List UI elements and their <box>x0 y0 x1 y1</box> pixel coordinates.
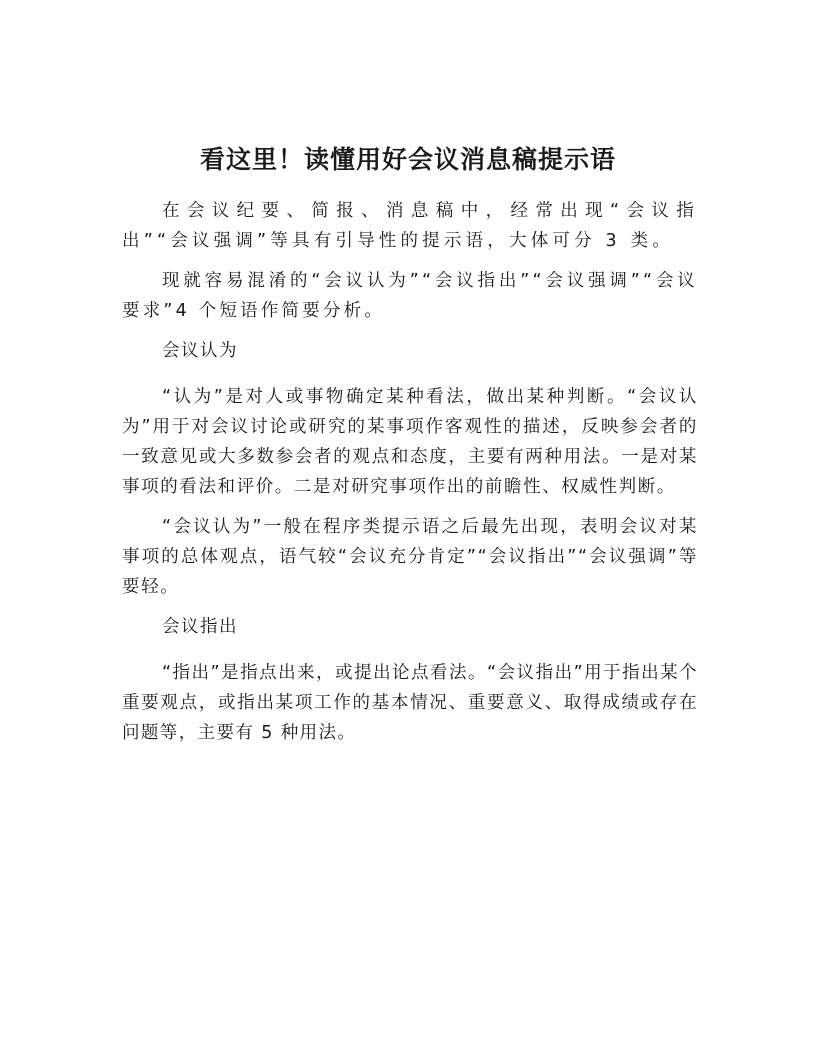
section-heading-huiyi-renwei: 会议认为 <box>162 341 238 361</box>
renwei-usage-paragraph: “会议认为”一般在程序类提示语之后最先出现，表明会议对某事项的总体观点，语气较“会议充分肯定”“会议指出”“会议强调”等要轻。 <box>122 517 698 597</box>
section-heading-huiyi-zhichu: 会议指出 <box>162 617 238 637</box>
document-body <box>122 196 698 758</box>
document-title: 看这里！读懂用好会议消息稿提示语 <box>199 145 616 174</box>
intro-paragraph: 在会议纪要、简报、消息稿中，经常出现“会议指出”“会议强调”等具有引导性的提示语，大体可分 3 类。 <box>122 201 698 251</box>
zhichu-definition-paragraph: “指出”是指点出来，或提出论点看法。“会议指出”用于指出某个重要观点，或指出某项工作的基本情况、重要意义、取得成绩或存在问题等，主要有 5 种用法。 <box>122 663 698 743</box>
renwei-definition-paragraph: “认为”是对人或事物确定某种看法，做出某种判断。“会议认为”用于对会议讨论或研究的某事项作客观性的描述，反映参会者的一致意见或大多数参会者的观点和态度，主要有两种用法。一是对某事项的看法和评价。二是对研究事项作出的前瞻性、权威性判断。 <box>122 387 698 497</box>
scope-paragraph: 现就容易混淆的“会议认为”“会议指出”“会议强调”“会议要求”4 个短语作简要分析。 <box>122 271 698 321</box>
